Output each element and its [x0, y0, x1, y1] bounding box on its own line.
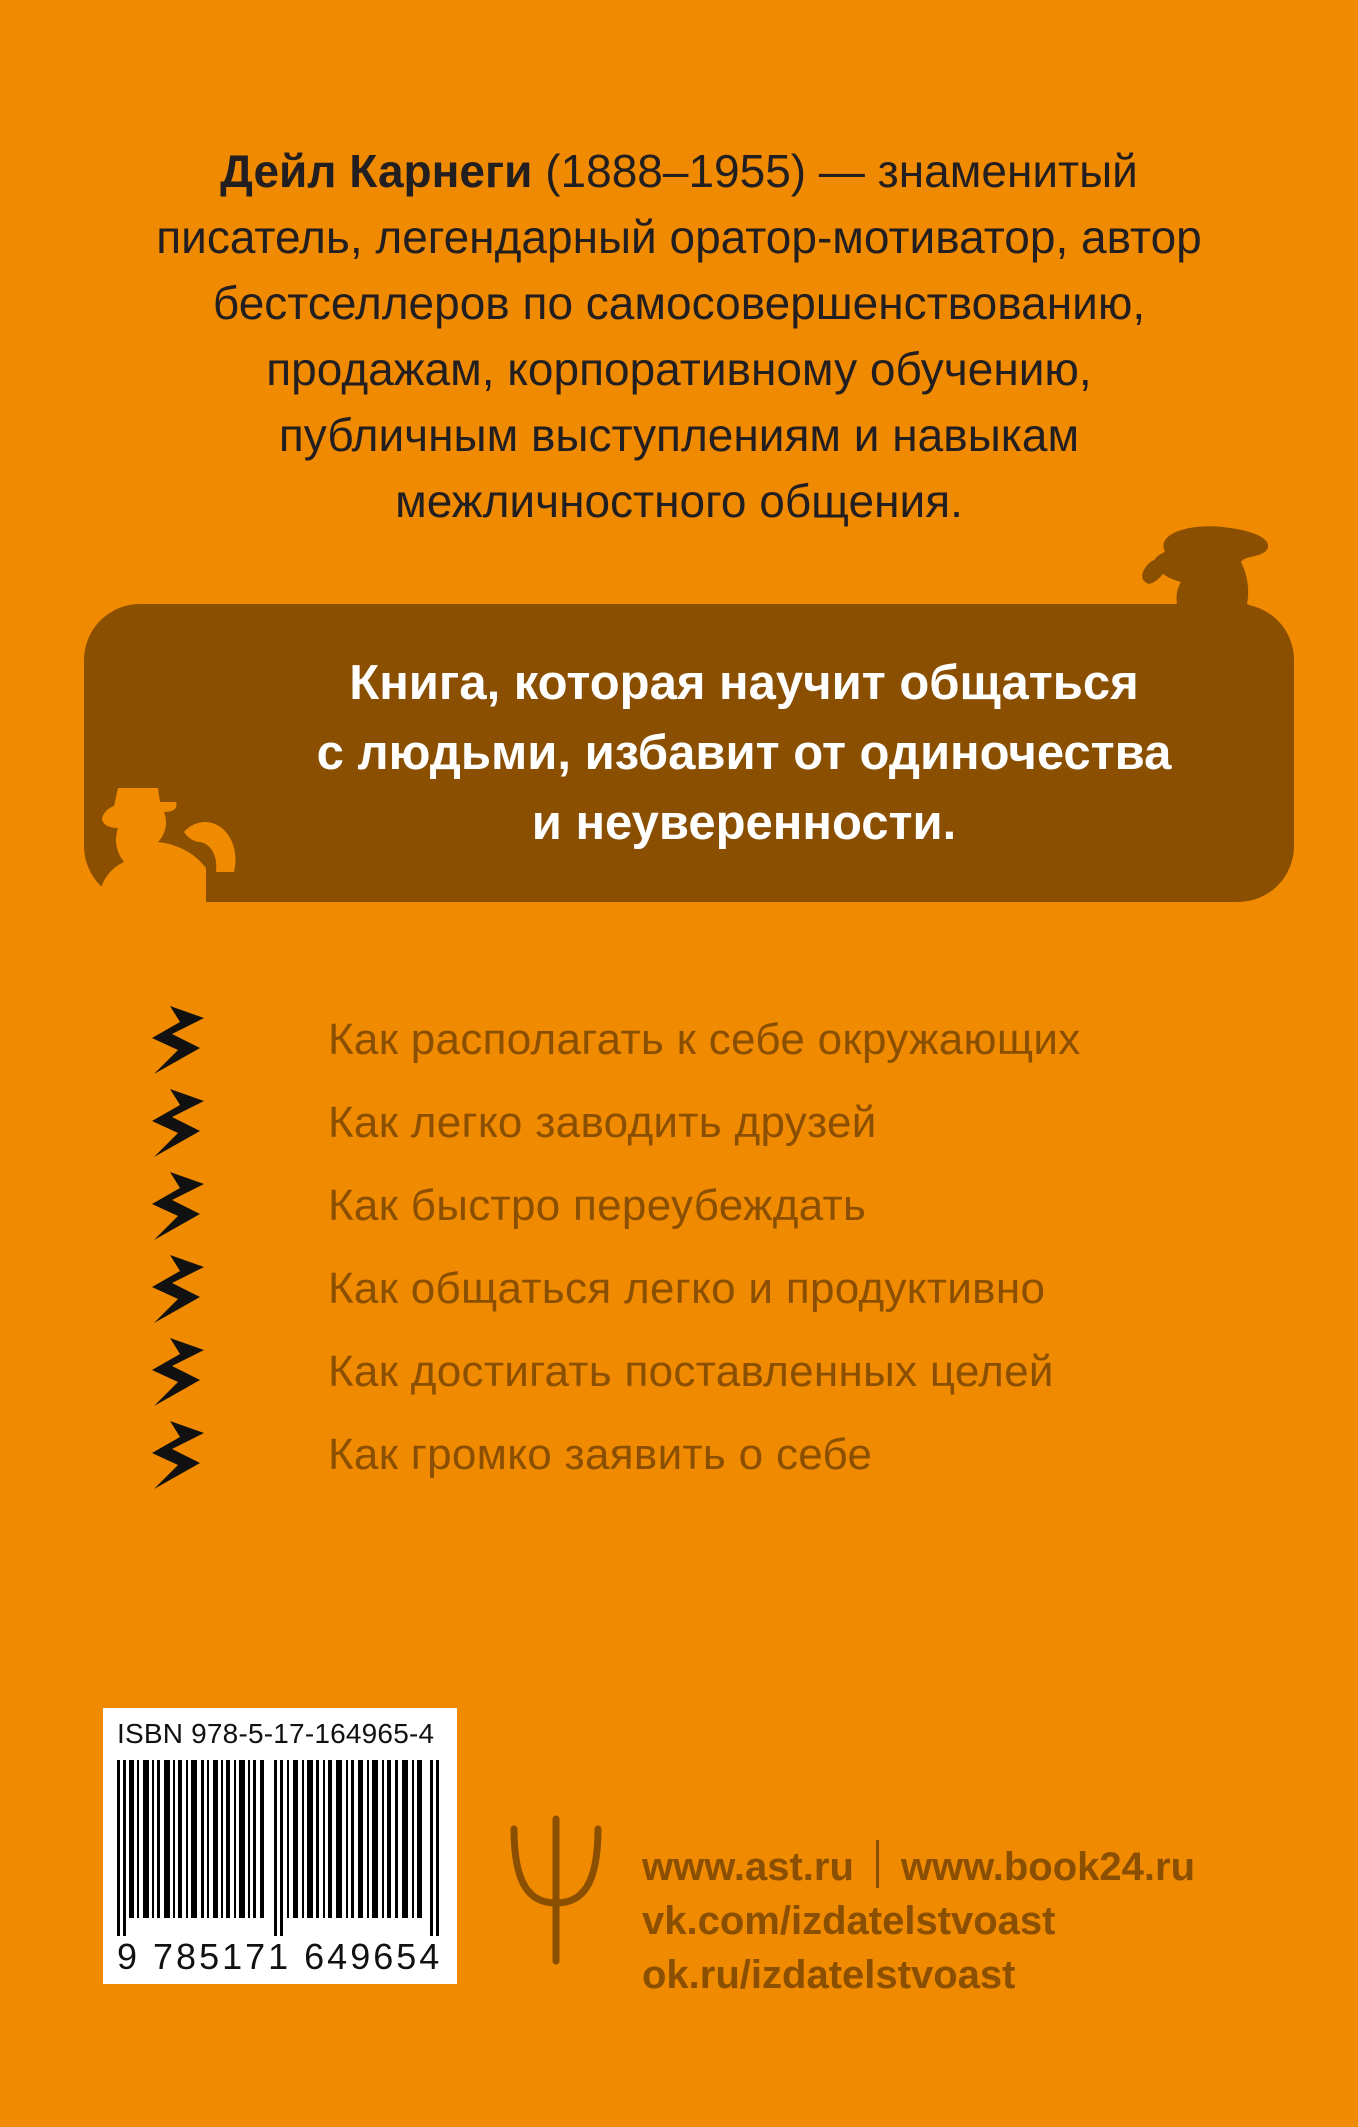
- lightning-bolt-icon: [150, 1253, 206, 1325]
- author-name: Дейл Карнеги: [220, 145, 533, 197]
- tagline-text: [244, 648, 1244, 858]
- list-item: [150, 1081, 1250, 1164]
- feature-list: [150, 998, 1250, 1496]
- bio-line-4: продажам, корпоративному обучению,: [266, 343, 1092, 395]
- barcode-panel: [103, 1708, 457, 1984]
- list-item: [150, 1330, 1250, 1413]
- bio-line-6: межличностного общения.: [395, 475, 963, 527]
- lightning-bolt-icon: [150, 1087, 206, 1159]
- bio-line-3: бестселлеров по самосовершенствованию,: [212, 277, 1146, 329]
- list-item: [150, 1413, 1250, 1496]
- feature-label: Как достигать поставленных целей: [328, 1346, 1054, 1396]
- tagline-banner: [84, 604, 1294, 902]
- bio-line-1: [90, 138, 1268, 204]
- lightning-bolt-icon: [150, 1419, 206, 1491]
- links-row-1: [642, 1840, 1195, 1894]
- lightning-bolt-icon: [150, 1004, 206, 1076]
- tagline-line-3: и неуверенности.: [531, 796, 957, 850]
- bio-line-2: писатель, легендарный оратор-мотиватор, автор: [156, 211, 1202, 263]
- barcode-icon: [117, 1760, 443, 1936]
- lightning-bolt-icon: [150, 1336, 206, 1408]
- isbn-label: ISBN 978-5-17-164965-4: [117, 1718, 435, 1749]
- lightning-bolt-icon: [150, 1170, 206, 1242]
- feature-label: Как легко заводить друзей: [328, 1097, 877, 1147]
- bio-line-1-rest: (1888–1955) — знаменитый: [532, 145, 1138, 197]
- author-bio: [90, 138, 1268, 534]
- book24-link[interactable]: www.book24.ru: [900, 1845, 1196, 1889]
- tagline-line-2: с людьми, избавит от одиночества: [316, 726, 1172, 780]
- list-item: [150, 1164, 1250, 1247]
- list-item: [150, 998, 1250, 1081]
- links-divider: [876, 1840, 879, 1888]
- ok-link[interactable]: ok.ru/izdatelstvoast: [642, 1953, 1016, 1997]
- feature-label: Как располагать к себе окружающих: [328, 1014, 1081, 1064]
- feature-label: Как быстро переубеждать: [328, 1180, 867, 1230]
- barcode-digits: 9 785171 649654: [117, 1936, 443, 1977]
- psi-logo-icon: [506, 1815, 606, 1965]
- feature-label: Как общаться легко и продуктивно: [328, 1263, 1046, 1313]
- vk-link[interactable]: vk.com/izdatelstvoast: [642, 1899, 1056, 1943]
- ast-link[interactable]: www.ast.ru: [642, 1845, 854, 1889]
- list-item: [150, 1247, 1250, 1330]
- bio-line-5: публичным выступлениям и навыкам: [278, 409, 1080, 461]
- tagline-line-1: Книга, которая научит общаться: [349, 656, 1139, 710]
- feature-label: Как громко заявить о себе: [328, 1429, 873, 1479]
- publisher-links: [642, 1840, 1195, 2002]
- man-with-hat-silhouette-icon: [84, 778, 244, 902]
